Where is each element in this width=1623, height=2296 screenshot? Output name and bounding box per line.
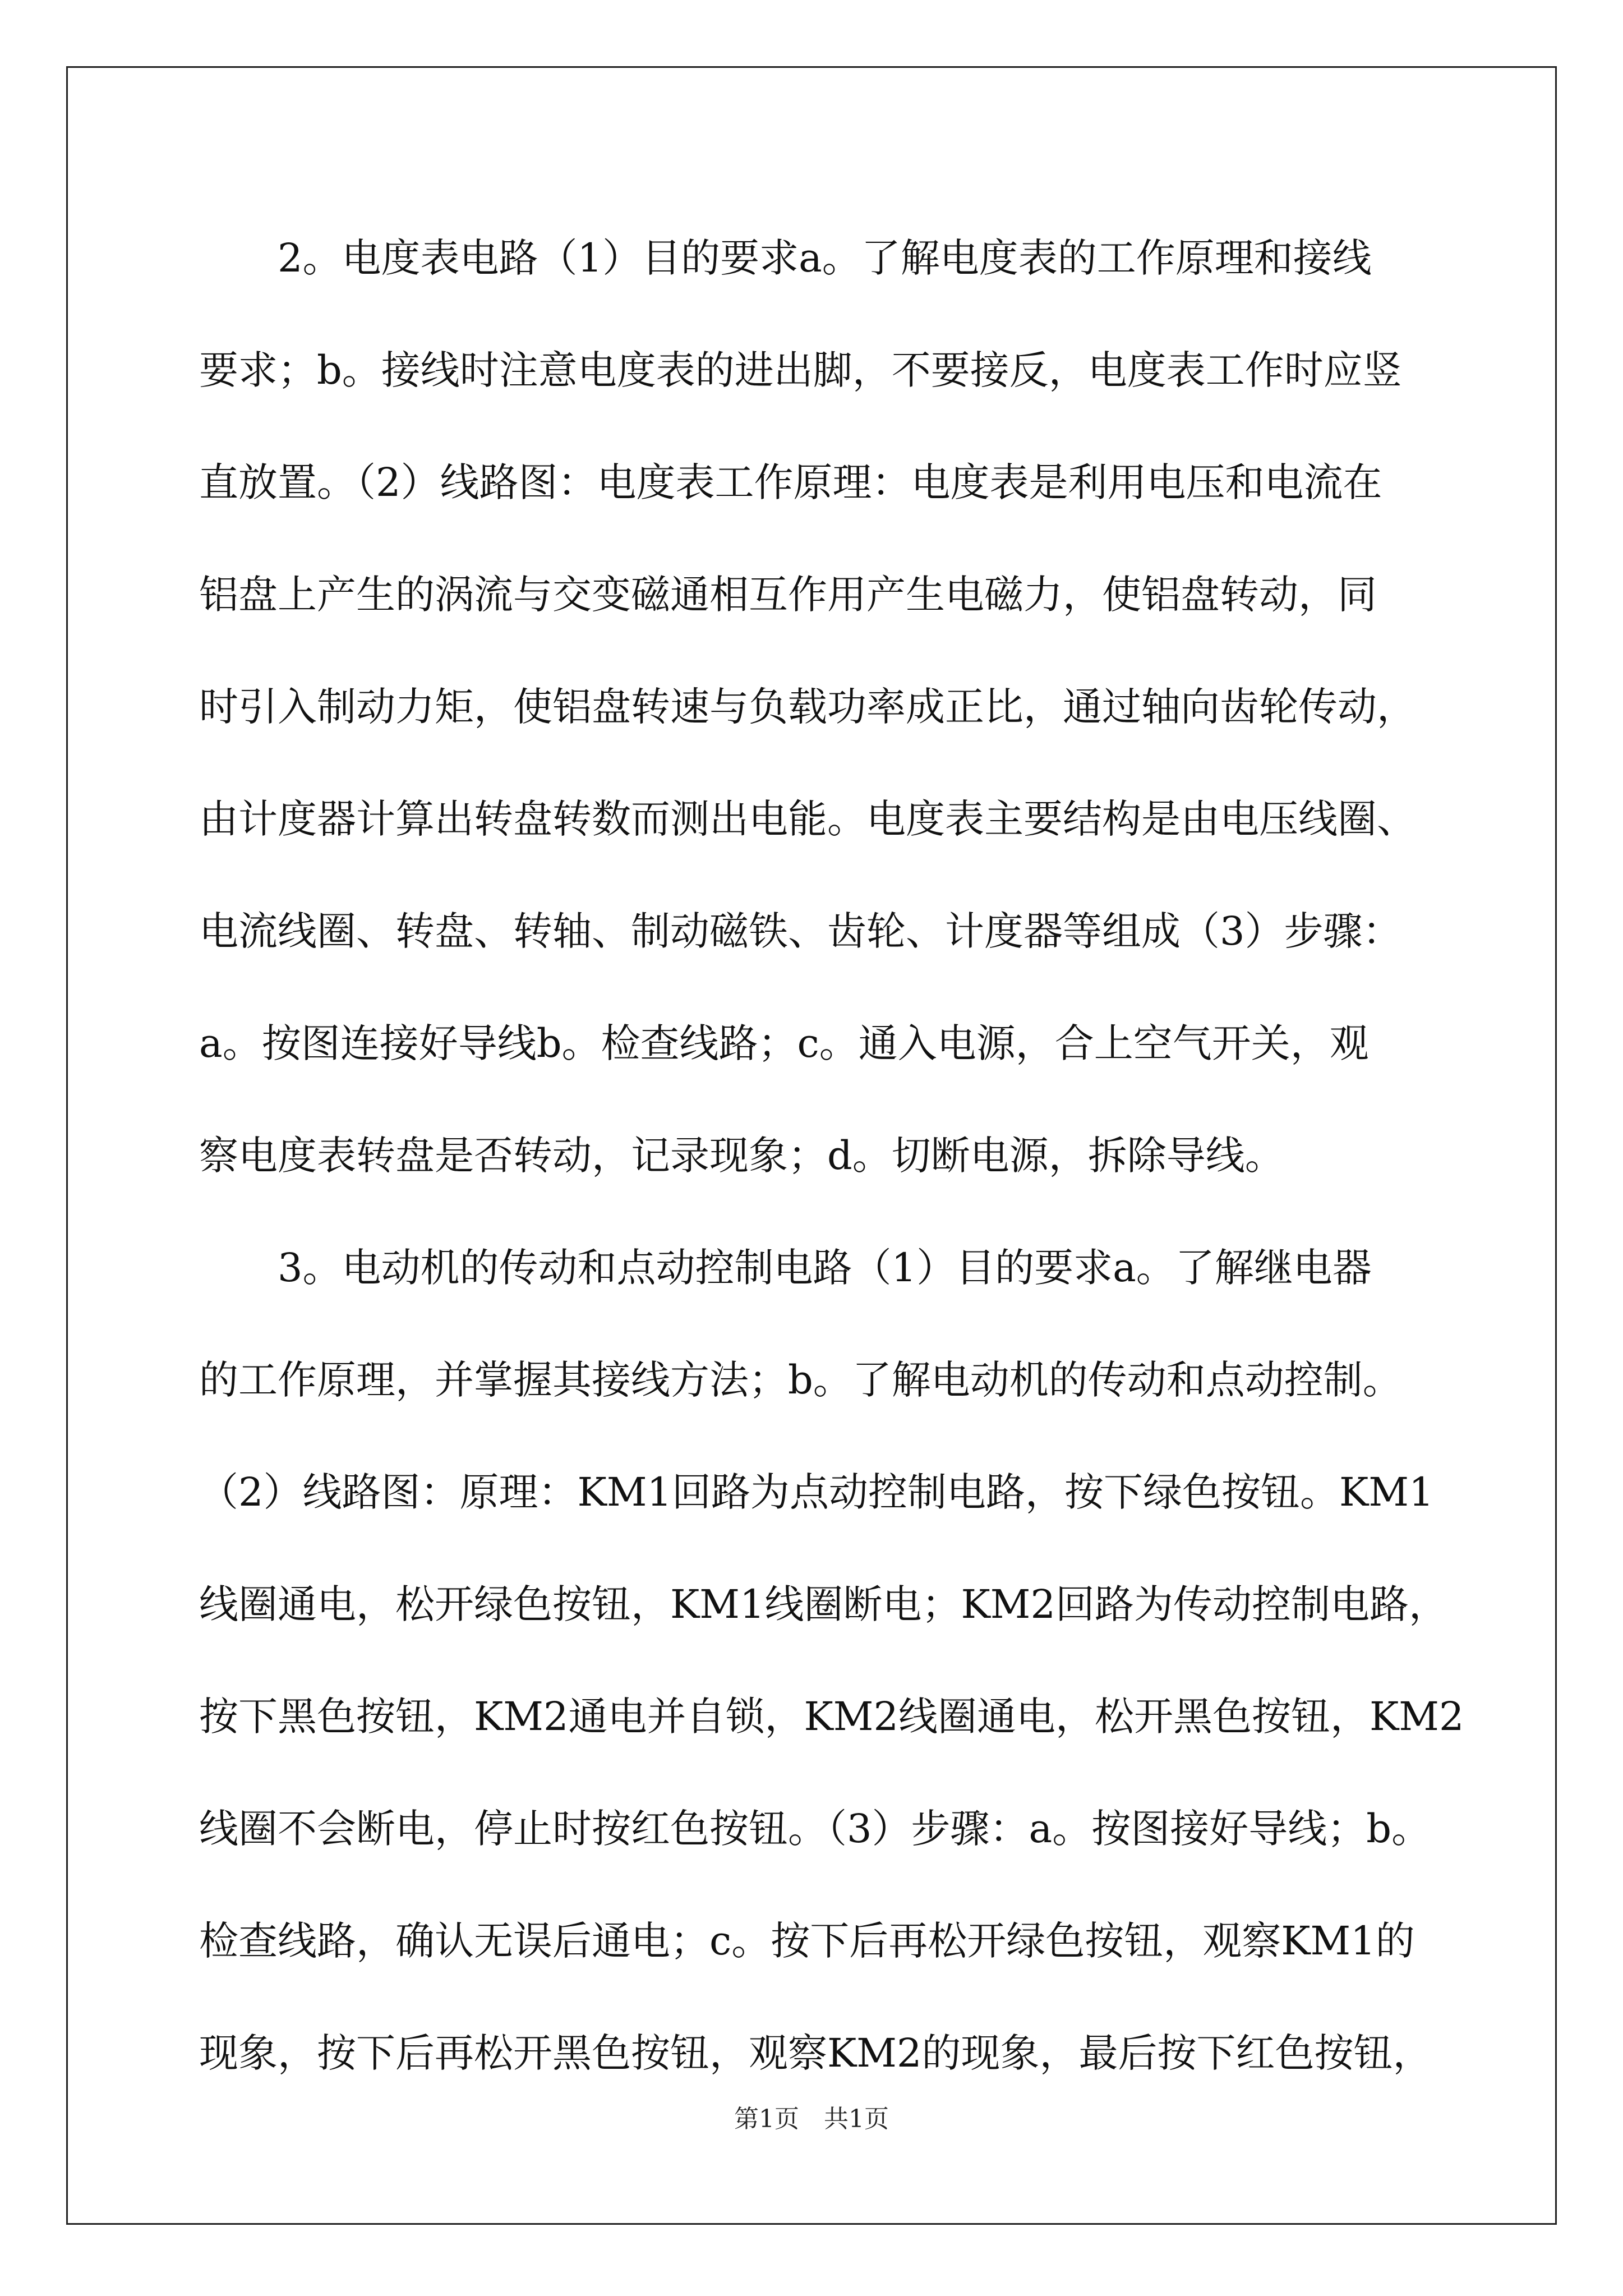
text-line: 时引入制动力矩，使铝盘转速与负载功率成正比，通过轴向齿轮传动， [199,684,1416,730]
text-line: a。按图连接好导线b。检查线路；c。通入电源，合上空气开关，观 [199,1020,1369,1066]
text-line: 要求；b。接线时注意电度表的进出脚，不要接反，电度表工作时应竖 [199,347,1402,393]
text-line: 2。电度表电路（1）目的要求a。了解电度表的工作原理和接线 [278,235,1372,281]
text-line: 察电度表转盘是否转动，记录现象；d。切断电源，拆除导线。 [199,1133,1284,1179]
text-line: 现象，按下后再松开黑色按钮，观察KM2的现象，最后按下红色按钮， [199,2030,1432,2076]
text-line: 3。电动机的传动和点动控制电路（1）目的要求a。了解继电器 [278,1245,1372,1291]
text-line: 线圈不会断电，停止时按红色按钮。（3）步骤：a。按图接好导线；b。 [199,1806,1431,1852]
text-line: 铝盘上产生的涡流与交变磁通相互作用产生电磁力，使铝盘转动，同 [199,572,1377,618]
text-line: 直放置。（2）线路图：电度表工作原理：电度表是利用电压和电流在 [199,459,1382,505]
text-line: 按下黑色按钮，KM2通电并自锁，KM2线圈通电，松开黑色按钮，KM2 [199,1694,1464,1740]
text-line: 检查线路，确认无误后通电；c。按下后再松开绿色按钮，观察KM1的 [199,1918,1415,1964]
text-line: 电流线圈、转盘、转轴、制动磁铁、齿轮、计度器等组成（3）步骤： [199,908,1402,954]
text-line: 线圈通电，松开绿色按钮，KM1线圈断电；KM2回路为传动控制电路， [199,1581,1449,1627]
page-number-footer: 第1页 共1页 [734,2105,889,2133]
text-line: （2）线路图：原理：KM1回路为点动控制电路，按下绿色按钮。KM1 [199,1469,1434,1515]
text-line: 的工作原理，并掌握其接线方法；b。了解电动机的传动和点动控制。 [199,1357,1402,1403]
document-body [199,202,1464,2109]
text-line: 由计度器计算出转盘转数而测出电能。电度表主要结构是由电压线圈、 [199,796,1416,842]
